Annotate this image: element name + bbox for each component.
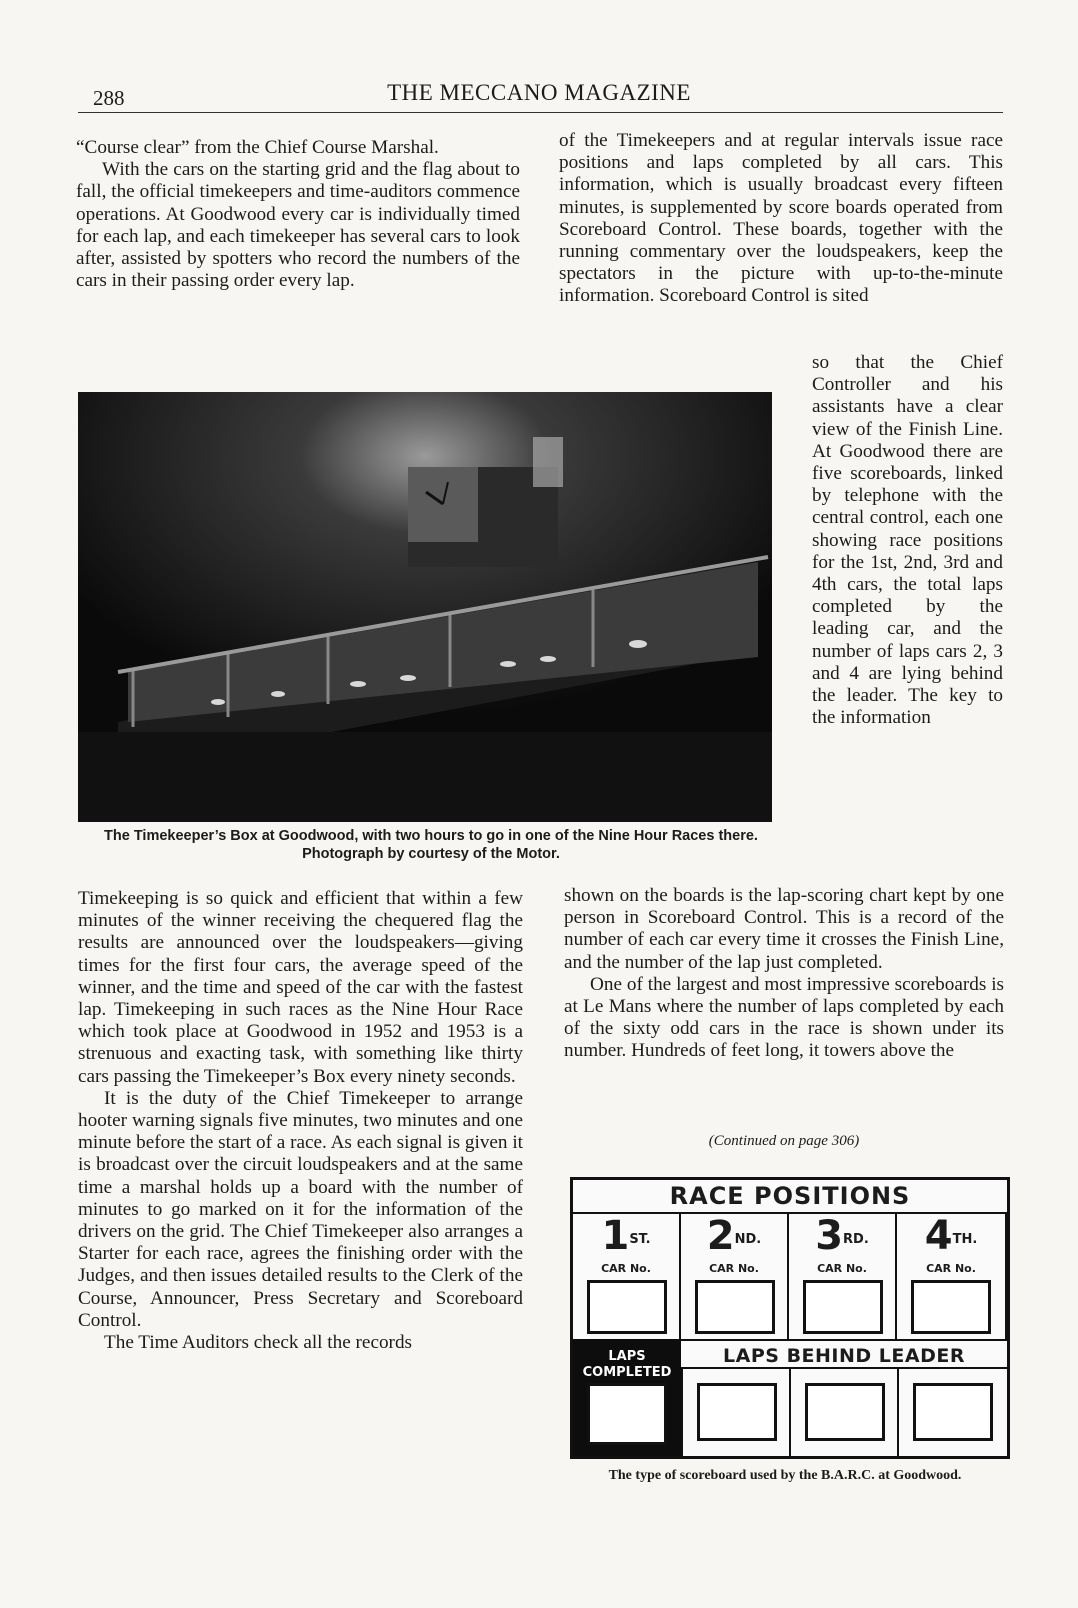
right-column-bottom (564, 885, 1004, 1063)
laps-behind-cell-4 (897, 1369, 1007, 1456)
car-number-box (695, 1280, 775, 1334)
page-number: 288 (93, 86, 125, 110)
laps-completed-box (587, 1383, 667, 1445)
scoreboard-caption: The type of scoreboard used by the B.A.R.C. at Goodwood. (608, 1468, 962, 1483)
left-column-bottom (78, 888, 523, 1354)
car-number-label: CAR No. (817, 1262, 867, 1275)
paragraph: One of the largest and most impressive scoreboards is at Le Mans where the number of laps completed by each of the sixty odd cars in the race is shown under its number. Hundreds of feet long, it towers above the (564, 973, 1004, 1062)
laps-behind-leader-header: LAPS BEHIND LEADER (681, 1339, 1007, 1369)
paragraph: so that the Chief Controller and his assistants have a clear view of the Finish Line. At Goodwood there are five scoreboards, linked by telephone with the central control, each one showing race positions for the 1st, 2nd, 3rd and 4th cars, the total laps completed by the leading car, and the number of laps cars 2, 3 and 4 are lying behind the leader. The key to the information (812, 352, 1003, 729)
position-2-cell (681, 1212, 789, 1339)
laps-completed-panel (573, 1339, 681, 1456)
paragraph: Timekeeping is so quick and efficient that within a few minutes of the winner receiving the chequered flag the results are announced over the loudspeakers—giving times for the first four cars, the average speed of the winner, and the time and speed of the car with the fastest lap. Timekeeping in such races as the Nine Hour Race which took place at Goodwood in 1952 and 1953 is a strenuous and exacting task, with something like thirty cars passing the Timekeeper’s Box every ninety seconds. (78, 888, 523, 1087)
laps-behind-cell-2 (681, 1369, 789, 1456)
car-number-label: CAR No. (926, 1262, 976, 1275)
timekeepers-box-photo (78, 392, 772, 822)
photo-caption: The Timekeeper’s Box at Goodwood, with two hours to go in one of the Nine Hour Races there. Photograph by courtesy of the Motor. (104, 828, 758, 862)
paragraph: The Time Auditors check all the records (104, 1332, 413, 1354)
position-number: $1^{ST.}$ (601, 1213, 651, 1259)
continued-note: (Continued on page 306) (708, 1133, 860, 1149)
laps-behind-box (805, 1383, 885, 1441)
right-column-top (559, 130, 1003, 308)
laps-behind-box (913, 1383, 993, 1441)
car-number-box (911, 1280, 991, 1334)
paragraph: of the Timekeepers and at regular intervals issue race positions and laps completed by all cars. This information, which is usually broadcast every fifteen minutes, is supplemented by score boards operated from Scoreboard Control. These boards, together with the running commentary over the loudspeakers, keep the spectators in the picture with up-to-the-minute information. Scoreboard Control is sited (559, 130, 1003, 307)
right-column-narrow (812, 352, 1003, 729)
laps-completed-label: LAPS COMPLETED (582, 1349, 672, 1380)
header-rule (78, 112, 1003, 113)
position-1-cell (573, 1212, 681, 1339)
scoreboard-diagram (570, 1177, 1010, 1459)
paragraph: It is the duty of the Chief Timekeeper to arrange hooter warning signals five minutes, two minutes and one minute before the start of a race. As each signal is given it is broadcast over the circuit loudspeakers and at the same time a marshal holds up a board with the number of minutes to go marked on it for the information of the drivers on the grid. The Chief Timekeeper also arranges a Starter for each race, agrees the finishing order with the Judges, and then issues detailed results to the Clerk of the Course, Announcer, Press Secretary and Scoreboard Control. (78, 1087, 523, 1331)
left-column-top (76, 137, 520, 292)
paragraph: “Course clear” from the Chief Course Marshal. (76, 137, 439, 158)
paragraph: shown on the boards is the lap-scoring chart kept by one person in Scoreboard Control. This is a record of the number of each car every time it crosses the Finish Line, and the number of the lap just completed. (564, 885, 1004, 973)
position-number: $4^{TH.}$ (924, 1213, 978, 1259)
car-number-box (587, 1280, 667, 1334)
position-4-cell (897, 1212, 1007, 1339)
running-head: THE MECCANO MAGAZINE (387, 80, 691, 105)
car-number-box (803, 1280, 883, 1334)
laps-behind-box (697, 1383, 777, 1441)
position-3-cell (789, 1212, 897, 1339)
laps-behind-cell-3 (789, 1369, 897, 1456)
scoreboard-title: RACE POSITIONS (573, 1180, 1007, 1214)
position-number: $2^{ND.}$ (706, 1213, 762, 1259)
position-number: $3^{RD.}$ (815, 1213, 869, 1259)
car-number-label: CAR No. (601, 1262, 651, 1275)
car-number-label: CAR No. (709, 1262, 759, 1275)
paragraph: With the cars on the starting grid and the flag about to fall, the official timekeepers and time-auditors commence operations. At Goodwood every car is individually timed for each lap, and each timekeeper has several cars to look after, assisted by spotters who record the numbers of the cars in their passing order every lap. (76, 159, 520, 292)
